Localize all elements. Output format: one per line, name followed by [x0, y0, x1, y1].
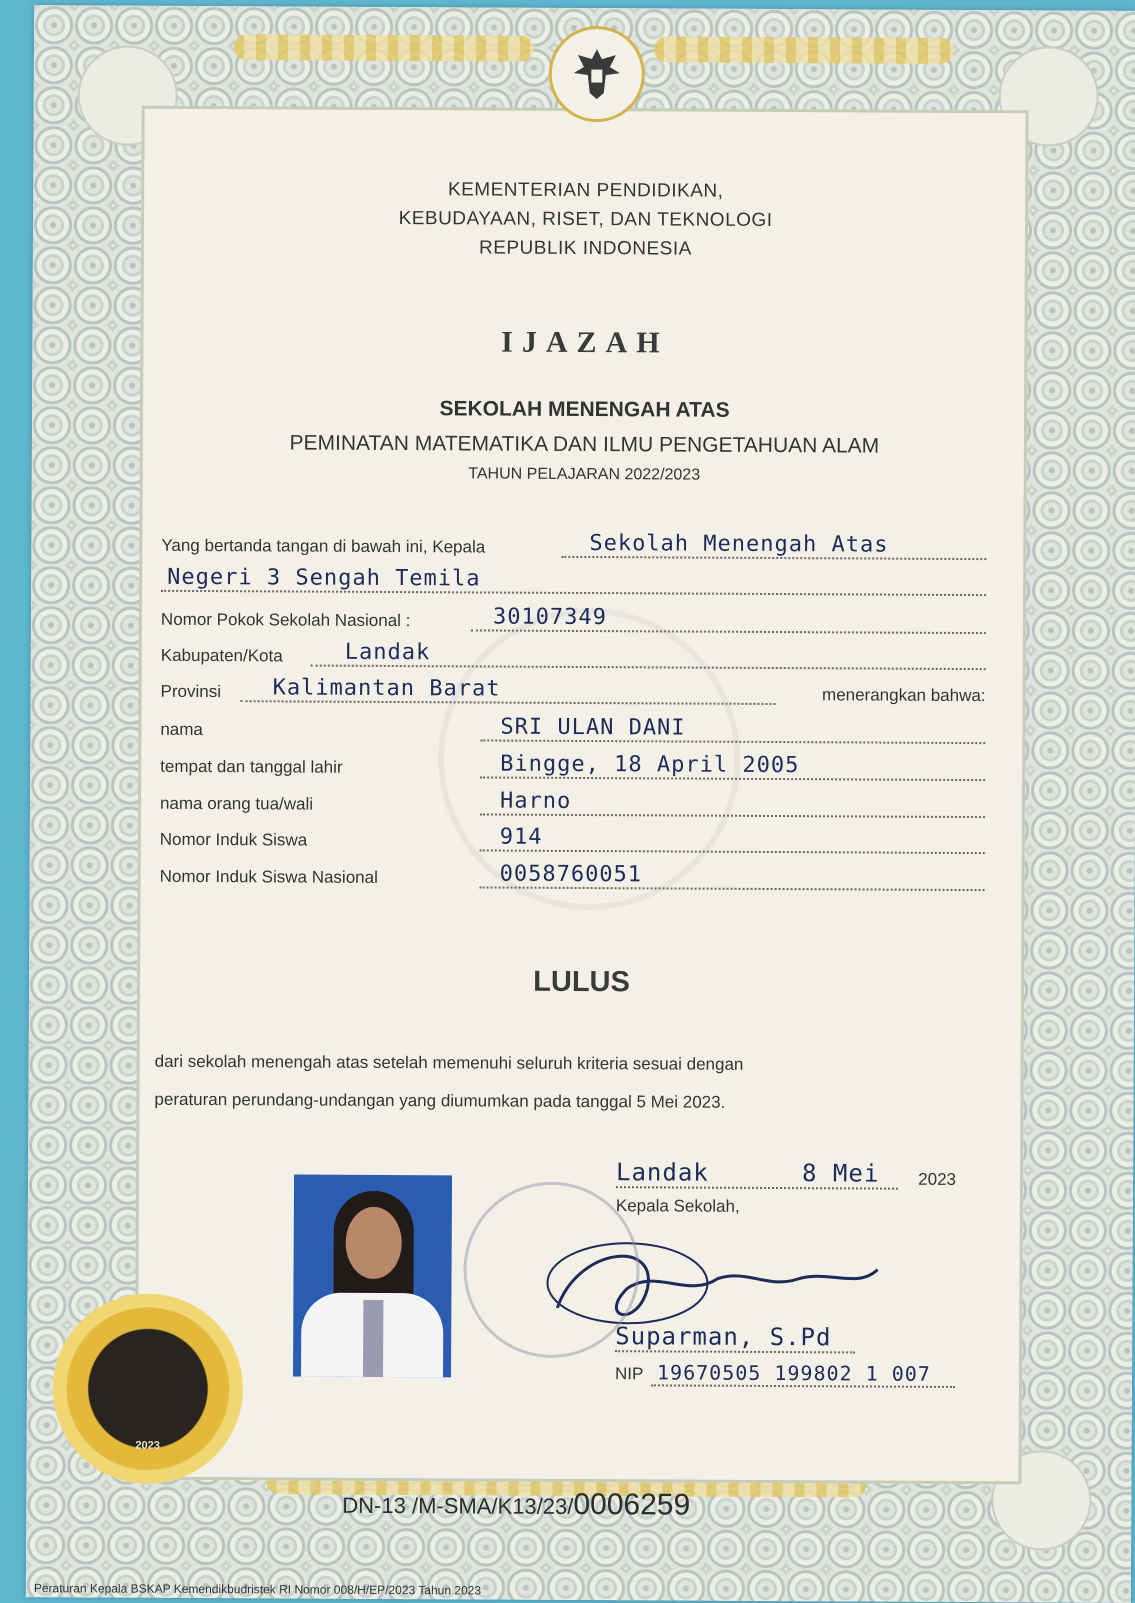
- parent-row: [160, 788, 985, 822]
- ministry-line-2: KEBUDAYAAN, RISET, DAN TEKNOLOGI: [398, 208, 773, 231]
- province-value: Kalimantan Barat: [272, 675, 501, 702]
- signature-day-month: 8 Mei: [801, 1159, 880, 1188]
- study-program: PEMINATAN MATEMATIKA DAN ILMU PENGETAHUAN ALAM: [289, 431, 880, 458]
- province-label: Provinsi: [160, 681, 222, 702]
- parent-label: nama orang tua/wali: [159, 793, 314, 814]
- nisn-row: [160, 861, 985, 895]
- intro-label: Yang bertanda tangan di bawah ini, Kepala: [161, 535, 486, 557]
- dotted-line: [480, 849, 985, 854]
- signature-year: 2023: [918, 1169, 957, 1189]
- result-status: LULUS: [533, 965, 630, 999]
- nisn-label: Nomor Induk Siswa Nasional: [159, 866, 378, 887]
- paragraph-line-2: peraturan perundang-undangan yang diumumkan pada tanggal 5 Mei 2023.: [154, 1089, 726, 1112]
- ministry-heading: [33, 173, 1135, 266]
- dotted-line: [241, 700, 776, 705]
- serial-digits: 0006259: [573, 1487, 691, 1522]
- principal-name-row: [615, 1320, 955, 1356]
- document-title: IJAZAH: [501, 325, 669, 360]
- nis-label: Nomor Induk Siswa: [159, 829, 308, 850]
- dotted-line: [311, 665, 986, 671]
- nip-value: 19670505 199802 1 007: [656, 1360, 931, 1386]
- gold-ornament-top-left: [234, 34, 534, 62]
- signature-place: Landak: [615, 1158, 709, 1187]
- signature-role: Kepala Sekolah,: [615, 1196, 740, 1216]
- photo-face: [346, 1207, 402, 1279]
- dotted-line: [480, 813, 985, 818]
- dotted-line: [480, 886, 985, 891]
- student-name-value: SRI ULAN DANI: [500, 714, 686, 741]
- photo-tie: [363, 1300, 383, 1377]
- signature-date-row: [616, 1158, 956, 1194]
- garuda-emblem-icon: [549, 26, 646, 123]
- gold-hologram-seal: [52, 1293, 243, 1484]
- serial-number: [342, 1487, 690, 1523]
- gold-seal-year: 2023: [135, 1439, 160, 1452]
- npsn-row: [161, 604, 986, 638]
- school-name-row: [161, 566, 986, 600]
- dotted-line: [471, 629, 986, 634]
- birth-value: Bingge, 18 April 2005: [500, 751, 800, 779]
- dotted-line: [480, 739, 985, 744]
- regulation-footnote: Peraturan Kepala BSKAP Kemendikbudristek RI Nomor 008/H/EP/2023 Tahun 2023: [33, 1581, 482, 1598]
- student-photo: [293, 1174, 452, 1377]
- gold-ornament-top-right: [654, 36, 954, 64]
- paragraph-line-1: dari sekolah menengah atas setelah memenuhi seluruh kriteria sesuai dengan: [154, 1051, 744, 1074]
- student-name-label: nama: [160, 719, 203, 740]
- nip-label: NIP: [614, 1364, 644, 1384]
- birth-label: tempat dan tanggal lahir: [160, 756, 343, 777]
- nis-value: 914: [499, 824, 543, 850]
- serial-prefix: DN-13 /M-SMA/K13/23/: [342, 1492, 574, 1519]
- npsn-value: 30107349: [492, 604, 608, 631]
- certificate-paper: [26, 5, 1135, 1603]
- school-stamp: [463, 1181, 640, 1358]
- academic-year: TAHUN PELAJARAN 2022/2023: [468, 465, 701, 484]
- school-name-line-1: Sekolah Menengah Atas: [589, 531, 889, 558]
- principal-name: Suparman, S.Pd: [615, 1322, 832, 1352]
- nisn-value: 0058760051: [499, 861, 643, 888]
- parent-value: Harno: [499, 788, 572, 814]
- intro-row: [161, 530, 986, 564]
- declares-label: menerangkan bahwa:: [822, 685, 986, 706]
- birth-row: [160, 751, 985, 785]
- regency-value: Landak: [344, 639, 431, 666]
- regency-label: Kabupaten/Kota: [160, 645, 283, 666]
- regency-row: [161, 640, 986, 674]
- ministry-line-3: REPUBLIK INDONESIA: [478, 237, 692, 260]
- student-name-row: [160, 714, 985, 748]
- ministry-line-1: KEMENTERIAN PENDIDIKAN,: [447, 179, 724, 202]
- nis-row: [160, 824, 985, 858]
- school-level: SEKOLAH MENENGAH ATAS: [439, 397, 730, 422]
- school-name-line-2: Negeri 3 Sengah Temila: [167, 564, 481, 592]
- province-row: [161, 676, 986, 710]
- nip-row: [615, 1356, 955, 1390]
- npsn-label: Nomor Pokok Sekolah Nasional :: [160, 609, 411, 631]
- dotted-line: [161, 590, 986, 596]
